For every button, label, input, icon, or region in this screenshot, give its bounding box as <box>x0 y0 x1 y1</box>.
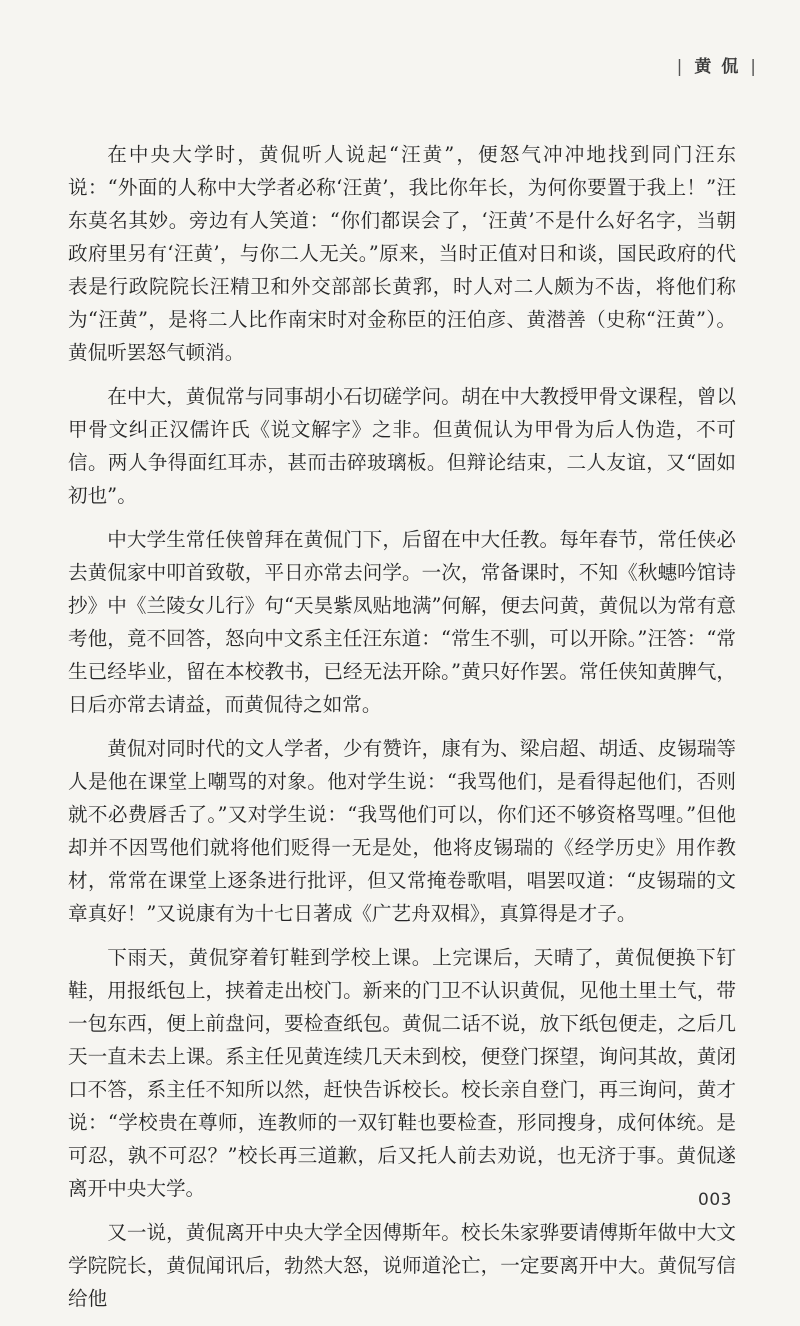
header-title: 黄 侃 <box>694 57 741 77</box>
page-number: 003 <box>698 1190 732 1210</box>
paragraph: 黄侃对同时代的文人学者，少有赞许，康有为、梁启超、胡适、皮锡瑞等人是他在课堂上嘲骂的对象。他对学生说：“我骂他们，是看得起他们，否则就不必费唇舌了。”又对学生说：“我骂他们可以，你们还不够资格骂哩。”但他却并不因骂他们就将他们贬得一无是处，他将皮锡瑞的《经学历史》用作教材，常常在课堂上逐条进行批评，但又常掩卷歌唱，唱罢叹道：“皮锡瑞的文章真好！”又说康有为十七日著成《广艺舟双楫》，真算得是才子。 <box>68 737 736 925</box>
paragraph: 中大学生常任侠曾拜在黄侃门下，后留在中大任教。每年春节，常任侠必去黄侃家中叩首致敬，平日亦常去问学。一次，常备课时，不知《秋蟪吟馆诗抄》中《兰陵女儿行》句“天昊紫凤贴地满”何解，便去问黄，黄侃以为常有意考他，竟不回答，怒向中文系主任汪东道：“常生不驯，可以开除。”汪答：“常生已经毕业，留在本校教书，已经无法开除。”黄只好作罢。常任侠知黄脾气，日后亦常去请益，而黄侃待之如常。 <box>68 528 736 716</box>
header-right-bar: | <box>750 57 758 77</box>
paragraph: 下雨天，黄侃穿着钉鞋到学校上课。上完课后，天晴了，黄侃便换下钉鞋，用报纸包上，挟着走出校门。新来的门卫不认识黄侃，见他土里土气，带一包东西，便上前盘问，要检查纸包。黄侃二话不说，放下纸包便走，之后几天一直未去上课。系主任见黄连续几天未到校，便登门探望，询问其故，黄闭口不答，系主任不知所以然，赶快告诉校长。校长亲自登门，再三询问，黄才说：“学校贵在尊师，连教师的一双钉鞋也要检查，形同搜身，成何体统。是可忍，孰不可忍？”校长再三道歉，后又托人前去劝说，也无济于事。黄侃遂离开中央大学。 <box>68 946 736 1200</box>
paragraph: 在中央大学时，黄侃听人说起“汪黄”，便怒气冲冲地找到同门汪东说：“外面的人称中大学者必称‘汪黄’，我比你年长，为何你要置于我上！”汪东莫名其妙。旁边有人笑道：“你们都误会了，‘汪黄’不是什么好名字，当朝政府里另有‘汪黄’，与你二人无关。”原来，当时正值对日和谈，国民政府的代表是行政院院长汪精卫和外交部部长黄郛，时人对二人颇为不齿，将他们称为“汪黄”，是将二人比作南宋时对金称臣的汪伯彦、黄潜善（史称“汪黄”）。黄侃听罢怒气顿消。 <box>68 143 736 364</box>
body-text <box>68 138 736 1326</box>
paragraph: 在中大，黄侃常与同事胡小石切磋学问。胡在中大教授甲骨文课程，曾以甲骨文纠正汉儒许氏《说文解字》之非。但黄侃认为甲骨为后人伪造，不可信。两人争得面红耳赤，甚而击碎玻璃板。但辩论结束，二人友谊，又“固如初也”。 <box>68 385 736 507</box>
header-left-bar: | <box>676 57 685 77</box>
running-header <box>677 52 758 77</box>
paragraph: 又一说，黄侃离开中央大学全因傅斯年。校长朱家骅要请傅斯年做中大文学院院长，黄侃闻讯后，勃然大怒，说师道沦亡，一定要离开中大。黄侃写信给他 <box>68 1221 736 1310</box>
